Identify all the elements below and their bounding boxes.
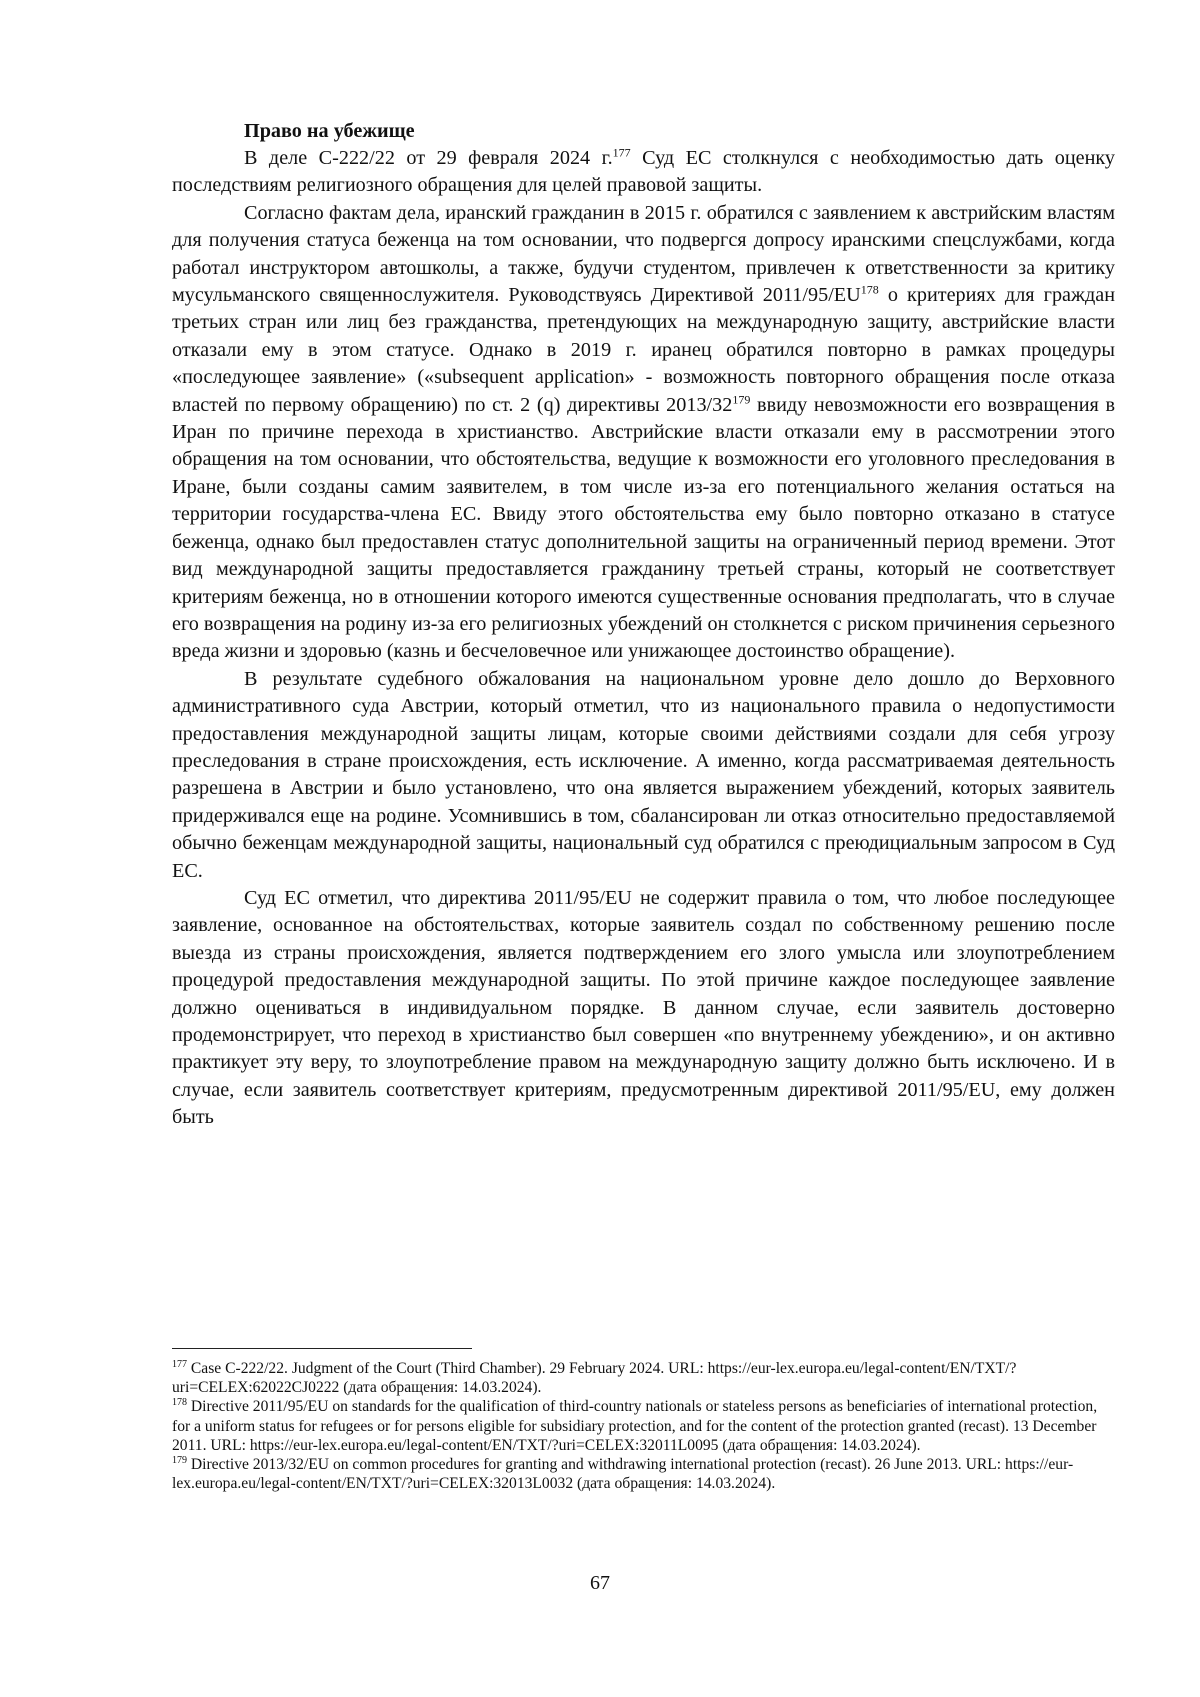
footnote-178: [172, 1397, 1115, 1455]
footnote-ref-178[interactable]: 178: [860, 282, 879, 297]
paragraph-text: В деле С-222/22 от 29 февраля 2024 г.: [244, 147, 613, 169]
footnote-ref-179[interactable]: 179: [732, 391, 751, 406]
footnote-number: 177: [172, 1358, 187, 1370]
footnote-text: Directive 2013/32/EU on common procedures for granting and withdrawing international protection (recast). 26 June 2013. URL: https://eur-lex.europa.eu/legal-content/EN/TXT/?uri=CELEX:32013L0032 (дата обращения: 14.03.2024).: [172, 1456, 1074, 1493]
paragraph-text: ввиду невозможности его возвращения в Иран по причине перехода в христианство. Австрийские власти отказали ему в рассмотрении этого обращения на том основании, что обстоятельства, ведущие к возможности его уголовного преследования в Иране, были созданы самим заявителем, в том числе из-за его потенциального желания остаться на территории государства-члена ЕС. Ввиду этого обстоятельства ему было повторно отказано в статусе беженца, однако был предоставлен статус дополнительной защиты на ограниченный период времени. Этот вид международной защиты предоставляется гражданину третьей страны, который не соответствует критериям беженца, но в отношении которого имеются существенные основания предполагать, что в случае его возвращения на родину из-за его религиозных убеждений он столкнется с риском причинения серьезного вреда жизни и здоровью (казнь и бесчеловечное или унижающее достоинство обращение).: [172, 393, 1115, 663]
footnote-divider: [172, 1348, 472, 1349]
paragraph-court-ruling: Суд ЕС отметил, что директива 2011/95/EU не содержит правила о том, что любое последующее заявление, основанное на обстоятельствах, которые заявитель создал по собственному решению после выезда из страны происхождения, является подтверждением его злого умысла или злоупотреблением процедурой предоставления международной защиты. По этой причине каждое последующее заявление должно оцениваться в индивидуальном порядке. В данном случае, если заявитель достоверно продемонстрирует, что переход в христианство был совершен «по внутреннему убеждению», и он активно практикует эту веру, то злоупотребление правом на международную защиту должно быть исключено. И в случае, если заявитель соответствует критериям, предусмотренным директивой 2011/95/EU, ему должен быть: [172, 886, 1115, 1129]
footnote-text: Case C-222/22. Judgment of the Court (Third Chamber). 29 February 2024. URL: https://eur-lex.europa.eu/legal-content/EN/TXT/?uri=CELEX:62022CJ0222 (дата обращения: 14.03.2024).: [172, 1360, 1017, 1397]
footnote-177: [172, 1359, 1115, 1397]
paragraph-appeal: В результате судебного обжалования на национальном уровне дело дошло до Верховного административного суда Австрии, который отметил, что из национального правила о недопустимости предоставления международной защиты лицам, которые своими действиями создали для себя угрозу преследования в стране происхождения, есть исключение. А именно, когда рассматриваемая деятельность разрешена в Австрии и было установлено, что она является выражением убеждений, которых заявитель придерживался еще на родине. Усомнившись в том, сбалансирован ли отказ относительно предоставляемой обычно беженцам международной защиты, национальный суд обратился с преюдициальным запросом в Суд ЕС.: [172, 667, 1115, 882]
section-heading: Право на убежище: [244, 120, 415, 142]
footnote-text: Directive 2011/95/EU on standards for the qualification of third-country nationals or stateless persons as beneficiaries of international protection, for a uniform status for refugees or for persons eligible for subsidiary protection, and for the content of the protection granted (recast). 13 December 2011. URL: https://eur-lex.europa.eu/legal-content/EN/TXT/?uri=CELEX:32011L0095 (дата обращения: 14.03.2024).: [172, 1398, 1098, 1454]
paragraph-intro: [172, 145, 1115, 200]
footnote-number: 178: [172, 1397, 187, 1409]
footnote-ref-177[interactable]: 177: [612, 145, 631, 160]
footnote-number: 179: [172, 1454, 187, 1466]
paragraph-text: Суд ЕС столкнулся с необходимостью дать оценку последствиям религиозного обращения для целей правовой защиты.: [172, 147, 1116, 197]
paragraph-facts: [172, 200, 1115, 666]
footnote-179: [172, 1455, 1115, 1493]
footnotes-section: [172, 1348, 1115, 1493]
paragraph-text: Согласно фактам дела, иранский гражданин в 2015 г. обратился с заявлением к австрийским властям для получения статуса беженца на том основании, что подвергся допросу иранскими спецслужбами, когда работал инструктором автошколы, а также, будучи студентом, привлечен к ответственности за критику мусульманского священнослужителя. Руководствуясь Директивой 2011/95/EU: [172, 201, 1115, 307]
paragraph-text: о критериях для граждан третьих стран или лиц без гражданства, претендующих на международную защиту, австрийские власти отказали ему в этом статусе. Однако в 2019 г. иранец обратился повторно в рамках процедуры «последующее заявление» («subsequent application» - возможность повторного обращения после отказа властей по первому обращению) по ст. 2 (q) директивы 2013/32: [172, 284, 1115, 416]
page-number: 67: [590, 1572, 610, 1594]
page-body: [172, 118, 1115, 1132]
